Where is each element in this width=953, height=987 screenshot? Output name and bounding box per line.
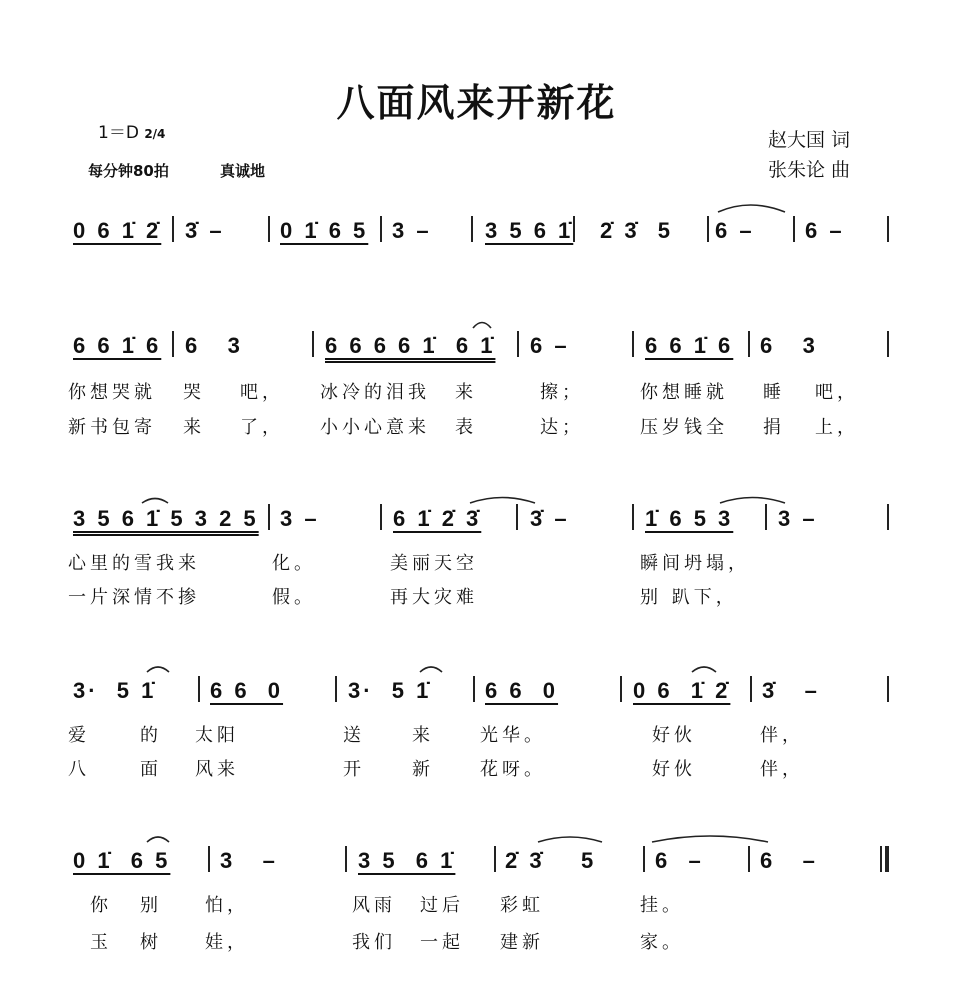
barline (494, 846, 496, 872)
lyric: 心里的雪我来 (68, 553, 200, 574)
lyric: 花呀。 (480, 759, 546, 780)
lyric: 你想哭就 (68, 382, 156, 403)
measure: 6 – (805, 218, 845, 243)
measure: 2̇ 3̇ 5 (505, 848, 597, 873)
measure: 3 5 6 1̇ 5 3 2 5 (73, 506, 259, 531)
lyric: 睡 (763, 382, 785, 403)
slur (473, 323, 491, 329)
lyric: 的 (140, 725, 162, 746)
lyric: 玉 (90, 932, 112, 953)
measure: 3· 5 1̇ (348, 678, 432, 703)
lyric: 树 (140, 932, 162, 953)
barline (172, 331, 174, 357)
barline (208, 846, 210, 872)
lyric: 好伙 (652, 725, 696, 746)
tie (538, 837, 602, 842)
measure: 6 – (715, 218, 755, 243)
lyric: 过后 (420, 895, 464, 916)
barline (345, 846, 347, 872)
measure: 0 6 1̇ 2̇ (73, 218, 162, 243)
lyric: 来 (412, 725, 434, 746)
lyric: 吧， (240, 382, 284, 403)
barline (380, 504, 382, 530)
lyric: 开 (343, 759, 365, 780)
lyric: 一起 (420, 932, 464, 953)
barline (573, 216, 575, 242)
lyric: 假。 (272, 587, 316, 608)
lyric: 再大灾难 (390, 587, 478, 608)
lyric: 爱 (68, 725, 90, 746)
barline (620, 676, 622, 702)
measure: 3· 5 1̇ (73, 678, 157, 703)
barline (312, 331, 314, 357)
measure: 3 5 6 1̇ (485, 218, 574, 243)
key-signature (98, 118, 165, 143)
lyric: 新 (412, 759, 434, 780)
barline (471, 216, 473, 242)
lyric: 了， (240, 417, 284, 438)
measure: 0 1̇ 6 5 (73, 848, 171, 873)
measure: 3 – (392, 218, 432, 243)
barline (887, 676, 889, 702)
lyric: 家。 (640, 932, 684, 953)
tie (652, 836, 768, 842)
tie (718, 205, 785, 212)
barline (765, 504, 767, 530)
measure: 6 1̇ 2̇ 3̇ (393, 506, 482, 531)
barline (198, 676, 200, 702)
lyric: 达； (540, 417, 584, 438)
slur (142, 499, 168, 504)
barline (748, 331, 750, 357)
time-signature: 2/4 (144, 127, 166, 141)
lyric: 别 趴下， (640, 587, 738, 608)
lyric: 新书包寄 (68, 417, 156, 438)
final-barline (885, 846, 889, 872)
lyric: 上， (815, 417, 859, 438)
barline (887, 216, 889, 242)
lyric: 彩虹 (500, 895, 544, 916)
slur (420, 667, 442, 672)
barline (887, 504, 889, 530)
lyric: 捐 (763, 417, 785, 438)
lyric: 风来 (195, 759, 239, 780)
measure: 6 6 0 (210, 678, 284, 703)
lyric: 冰冷的泪我 (320, 382, 430, 403)
expression-mark: 真诚地 (220, 162, 266, 180)
barline (473, 676, 475, 702)
measure: 3̇ – (762, 678, 820, 703)
tempo: 每分钟80拍 (88, 162, 169, 180)
slur (147, 667, 169, 672)
lyric: 我们 (352, 932, 396, 953)
lyricist-credit: 赵大国 词 (768, 129, 851, 151)
measure: 6 6 1̇ 6 (645, 333, 734, 358)
lyric: 你 (90, 895, 112, 916)
barline (748, 846, 750, 872)
measure: 3 5 6 1̇ (358, 848, 456, 873)
lyric: 伴， (760, 759, 804, 780)
tie (720, 498, 785, 504)
lyric: 吧， (815, 382, 859, 403)
measure: 3̇ – (185, 218, 225, 243)
barline (268, 216, 270, 242)
barline (516, 504, 518, 530)
lyric: 来 (455, 382, 477, 403)
lyric: 别 (140, 895, 162, 916)
lyric: 怕， (205, 895, 249, 916)
lyric: 面 (140, 759, 162, 780)
measure: 3 – (220, 848, 278, 873)
barline (335, 676, 337, 702)
measure: 6 – (530, 333, 570, 358)
barline (380, 216, 382, 242)
lyric: 化。 (272, 553, 316, 574)
lyric: 光华。 (480, 725, 546, 746)
lyric: 太阳 (195, 725, 239, 746)
slur (692, 667, 716, 672)
lyric: 瞬间坍塌， (640, 553, 750, 574)
measure: 3 – (280, 506, 320, 531)
final-barline (880, 846, 882, 872)
measure: 6 6 1̇ 6 (73, 333, 162, 358)
composer-credit: 张朱论 曲 (768, 159, 851, 181)
lyric: 美丽天空 (390, 553, 478, 574)
lyric: 八 (68, 759, 90, 780)
barline (793, 216, 795, 242)
barline (632, 504, 634, 530)
measure: 3̇ – (530, 506, 570, 531)
measure: 1̇ 6 5 3 (645, 506, 734, 531)
barline (887, 331, 889, 357)
barline (707, 216, 709, 242)
measure: 6 – (655, 848, 704, 873)
lyric: 压岁钱全 (640, 417, 728, 438)
lyric: 哭 (183, 382, 205, 403)
barline (268, 504, 270, 530)
lyric: 伴， (760, 725, 804, 746)
lyric: 一片深情不掺 (68, 587, 200, 608)
slur (147, 837, 169, 842)
tie (470, 498, 535, 504)
lyric: 娃， (205, 932, 249, 953)
lyric: 小小心意来 (320, 417, 430, 438)
measure: 2̇ 3̇ 5 (600, 218, 674, 243)
measure: 6 3 (760, 333, 818, 358)
key-label: 1＝D (98, 123, 139, 143)
lyric: 建新 (500, 932, 544, 953)
lyric: 来 (183, 417, 205, 438)
song-title: 八面风来开新花 (336, 81, 617, 125)
lyric: 风雨 (352, 895, 396, 916)
barline (172, 216, 174, 242)
lyric: 表 (455, 417, 477, 438)
measure: 0 1̇ 6 5 (280, 218, 369, 243)
measure: 6 3 (185, 333, 243, 358)
lyric: 挂。 (640, 895, 684, 916)
measure: 6 6 6 6 1̇ 6 1̇ (325, 333, 496, 358)
measure: 3 – (778, 506, 818, 531)
barline (643, 846, 645, 872)
lyric: 好伙 (652, 759, 696, 780)
barline (632, 331, 634, 357)
measure: 0 6 1̇ 2̇ (633, 678, 731, 703)
barline (750, 676, 752, 702)
lyric: 擦； (540, 382, 584, 403)
lyric: 你想睡就 (640, 382, 728, 403)
barline (517, 331, 519, 357)
measure: 6 6 0 (485, 678, 559, 703)
lyric: 送 (343, 725, 365, 746)
measure: 6 – (760, 848, 818, 873)
